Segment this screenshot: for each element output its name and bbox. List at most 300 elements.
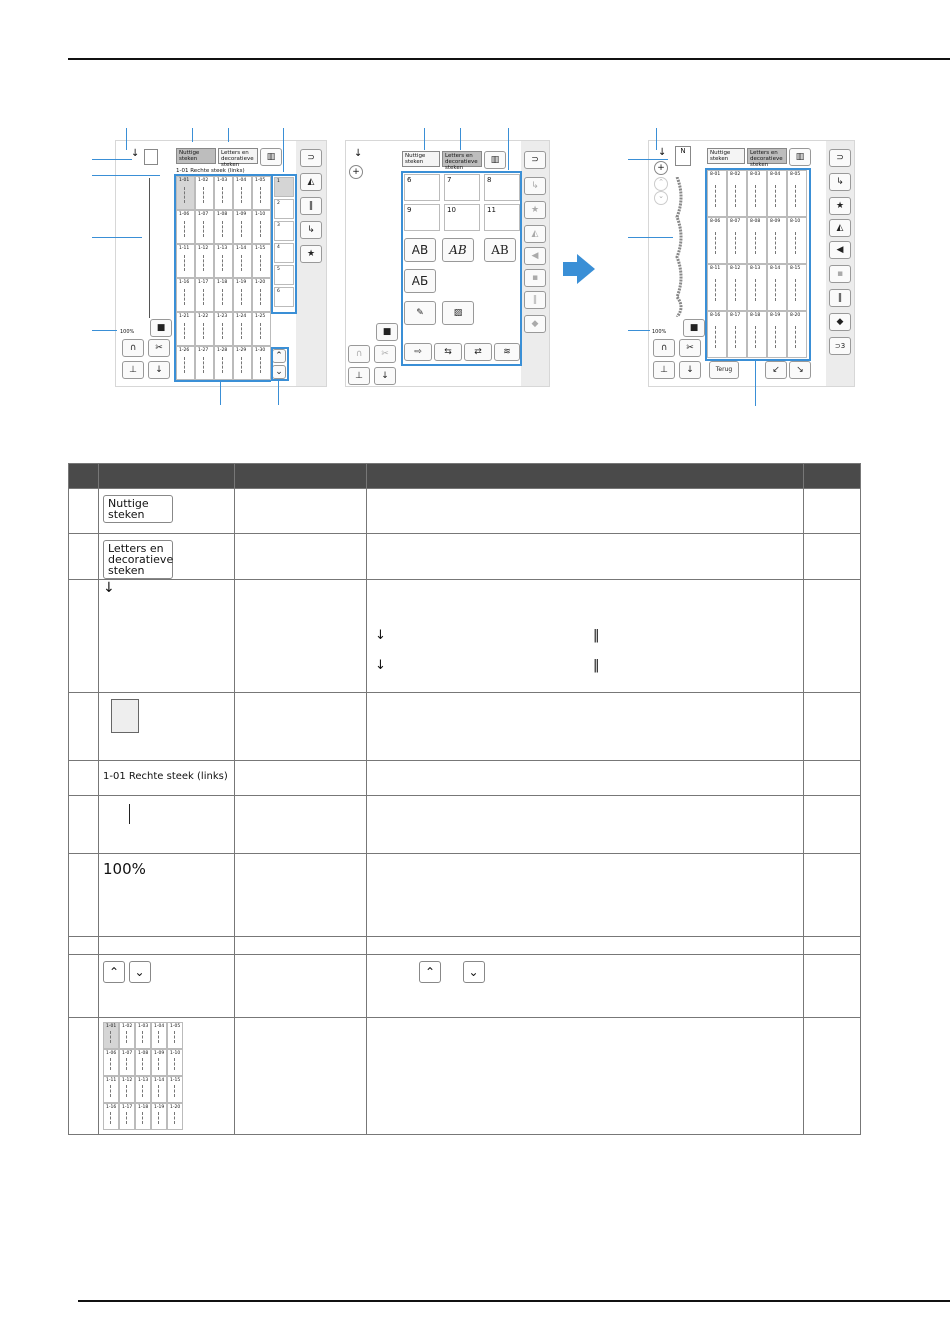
stitch-glyph — [715, 185, 718, 208]
back-button[interactable]: Terug — [709, 361, 739, 379]
tab-utility-stitches-2[interactable]: Nuttige steken — [402, 151, 440, 167]
stitch-cell[interactable] — [103, 1022, 119, 1049]
side-button-2-3[interactable]: ★ — [524, 201, 546, 219]
side-button-2-5[interactable]: ◀ — [524, 247, 546, 265]
stitch-glyph — [222, 255, 225, 271]
import-icon[interactable]: ⇨ — [404, 343, 432, 361]
arrow-sw-icon[interactable]: ↙ — [765, 361, 787, 379]
stitch-cell-label: 1-02 — [122, 1024, 133, 1029]
stitch-cell[interactable] — [176, 312, 195, 346]
stitch-cell-label: 1-18 — [217, 280, 228, 285]
single-needle-icon-b: ↓ — [375, 658, 386, 673]
category-button[interactable] — [274, 221, 294, 241]
stitch-cell-label: 1-13 — [217, 246, 228, 251]
stop-icon-3[interactable]: ■ — [683, 319, 705, 337]
stitch-glyph — [203, 255, 206, 271]
foot-down-icon[interactable]: ⊥ — [122, 361, 144, 379]
needle-icon-2: ↓ — [354, 148, 363, 159]
stitch-cell[interactable] — [252, 346, 271, 380]
stitch-cell[interactable] — [195, 210, 214, 244]
stitch-glyph — [184, 289, 187, 305]
side-button-2[interactable]: ◭ — [300, 173, 322, 191]
tab-decorative-stitches-3[interactable]: Letters en decoratieve steken — [747, 148, 787, 164]
table-row — [69, 955, 861, 1018]
table-row — [69, 937, 861, 955]
stitch-cell[interactable] — [135, 1103, 151, 1130]
category-number: 6 — [407, 176, 412, 184]
stitch-glyph — [775, 326, 778, 349]
font-button-2[interactable]: AB — [442, 238, 474, 262]
side-button-2-4[interactable]: ◭ — [524, 225, 546, 243]
stitch-glyph — [142, 1058, 145, 1071]
stitch-glyph — [260, 187, 263, 203]
stitch-cell-label: 8-14 — [770, 266, 781, 271]
category-button[interactable] — [274, 287, 294, 307]
up-arrow-inline: ⌃ — [419, 961, 441, 983]
category-number: 1 — [277, 179, 280, 184]
stitch-cell-label: 8-10 — [790, 219, 801, 224]
stitch-glyph — [241, 357, 244, 373]
stitch-cell[interactable] — [787, 170, 807, 217]
stitch-cell[interactable] — [214, 312, 233, 346]
stitch-cell[interactable] — [767, 264, 787, 311]
reverse-icon-2[interactable]: ∩ — [348, 345, 370, 363]
stitch-cell[interactable] — [707, 217, 727, 264]
edit-button-2[interactable]: ▨ — [442, 301, 474, 325]
utility-stitches-key: Nuttige steken — [103, 495, 173, 523]
stitch-cell-label: 1-14 — [154, 1078, 165, 1083]
stitch-cell[interactable] — [707, 170, 727, 217]
stitch-name-label: 1-01 Rechte steek (links) — [176, 168, 245, 174]
stitch-glyph — [755, 185, 758, 208]
tab-utility-stitches-3[interactable]: Nuttige steken — [707, 148, 745, 164]
side-button-3-9[interactable]: ⊃3 — [829, 337, 851, 355]
needle-icon-table: ↓ — [103, 580, 115, 596]
stitch-cell-label: 1-28 — [217, 348, 228, 353]
screen-decorative-stitches — [648, 140, 855, 387]
usb-icon[interactable]: ⇆ — [434, 343, 462, 361]
stitch-cell-label: 1-05 — [255, 178, 266, 183]
stitch-cell-label: 1-29 — [236, 348, 247, 353]
twin-needle-icon-a: ‖ — [593, 628, 600, 643]
side-button-3-1[interactable]: ⊃ — [829, 149, 851, 167]
stitch-cell-label: 8-11 — [710, 266, 721, 271]
stitch-cell-label: 1-20 — [255, 280, 266, 285]
stitch-glyph — [735, 232, 738, 255]
stitch-cell-label: 1-04 — [236, 178, 247, 183]
side-button-2-8[interactable]: ◆ — [524, 315, 546, 333]
stitch-glyph — [715, 326, 718, 349]
side-button-2-7[interactable]: ‖ — [524, 291, 546, 309]
stitch-cell[interactable] — [747, 217, 767, 264]
stitch-cell-label: 1-14 — [236, 246, 247, 251]
up-icon-3[interactable]: ⌃ — [654, 177, 668, 191]
stitch-glyph — [241, 221, 244, 237]
stitch-glyph — [735, 185, 738, 208]
stitch-cell[interactable] — [252, 176, 271, 210]
stitch-cell[interactable] — [747, 264, 767, 311]
stitch-cell[interactable] — [119, 1103, 135, 1130]
plus-icon[interactable]: + — [349, 165, 363, 179]
top-rule — [68, 58, 950, 60]
stitch-glyph — [184, 323, 187, 339]
stitch-glyph — [775, 279, 778, 302]
side-button-4[interactable]: ↳ — [300, 221, 322, 239]
stitch-cell[interactable] — [233, 346, 252, 380]
stitch-cell-label: 1-11 — [179, 246, 190, 251]
table-row — [69, 761, 861, 796]
stitch-cell[interactable] — [119, 1022, 135, 1049]
stitch-cell-label: 1-15 — [255, 246, 266, 251]
stitch-glyph — [203, 357, 206, 373]
stitch-cell-label: 1-01 — [179, 178, 190, 183]
table-row — [69, 580, 861, 693]
stitch-glyph — [142, 1112, 145, 1125]
scroll-up-icon[interactable]: ⌃ — [272, 349, 286, 363]
stitch-cell[interactable] — [787, 264, 807, 311]
up-arrow-key: ⌃ — [103, 961, 125, 983]
stitch-cell[interactable] — [103, 1103, 119, 1130]
decorative-category-button[interactable] — [484, 204, 520, 231]
stitch-glyph — [715, 232, 718, 255]
stitch-glyph — [110, 1112, 113, 1125]
side-button-3-7[interactable]: ‖ — [829, 289, 851, 307]
stitch-cell-label: 1-07 — [198, 212, 209, 217]
stitch-cell-label: 1-23 — [217, 314, 228, 319]
stitch-cell-label: 1-05 — [170, 1024, 181, 1029]
stitch-glyph — [260, 357, 263, 373]
side-label: 3 — [840, 342, 846, 350]
book-icon-3[interactable]: ▥ — [789, 148, 811, 166]
stitch-cell[interactable] — [233, 312, 252, 346]
stitch-cell-label: 8-16 — [710, 313, 721, 318]
category-button[interactable] — [274, 199, 294, 219]
side-button-3-4[interactable]: ◭ — [829, 219, 851, 237]
stitch-cell[interactable] — [176, 244, 195, 278]
stitch-glyph — [241, 187, 244, 203]
font-button-1[interactable]: AB — [404, 238, 436, 262]
stitch-glyph — [795, 232, 798, 255]
table-row — [69, 693, 861, 761]
stitch-cell-label: 1-12 — [122, 1078, 133, 1083]
stitch-glyph — [260, 289, 263, 305]
stitch-cell[interactable] — [176, 346, 195, 380]
stitch-cell-label: 1-25 — [255, 314, 266, 319]
stitch-cell[interactable] — [103, 1076, 119, 1103]
foot-down-icon-3[interactable]: ⊥ — [653, 361, 675, 379]
stop-icon[interactable]: ■ — [150, 319, 172, 337]
stitch-preview — [673, 177, 687, 317]
stitch-cell-label: 1-13 — [138, 1078, 149, 1083]
stop-icon-2[interactable]: ■ — [376, 323, 398, 341]
decorative-category-button[interactable] — [404, 174, 440, 201]
tab-decorative-stitches-2[interactable]: Letters en decoratieve steken — [442, 151, 482, 167]
reverse-icon[interactable]: ∩ — [122, 339, 144, 357]
stitch-cell[interactable] — [233, 176, 252, 210]
side-button-5[interactable]: ★ — [300, 245, 322, 263]
table-row — [69, 854, 861, 937]
category-button[interactable] — [274, 243, 294, 263]
vertical-guide — [149, 178, 150, 318]
stitch-glyph — [184, 187, 187, 203]
stitch-cell[interactable] — [151, 1022, 167, 1049]
stitch-glyph — [260, 255, 263, 271]
stitch-glyph — [260, 323, 263, 339]
stitch-cell-label: 1-24 — [236, 314, 247, 319]
stitch-cell[interactable] — [195, 278, 214, 312]
stitch-cell[interactable] — [252, 244, 271, 278]
stitch-cell[interactable] — [233, 244, 252, 278]
stitch-glyph — [126, 1112, 129, 1125]
category-button[interactable] — [274, 177, 294, 197]
stitch-glyph — [241, 255, 244, 271]
stitch-cell[interactable] — [167, 1076, 183, 1103]
stitch-cell[interactable] — [135, 1076, 151, 1103]
stitch-cell[interactable] — [727, 217, 747, 264]
side-button-3-5[interactable]: ◀ — [829, 241, 851, 259]
stitch-glyph — [795, 279, 798, 302]
stitch-glyph — [755, 279, 758, 302]
decorative-category-button[interactable] — [404, 204, 440, 231]
stitch-glyph — [126, 1085, 129, 1098]
stitch-cell-label: 8-15 — [790, 266, 801, 271]
stitch-glyph — [203, 323, 206, 339]
stitch-cell[interactable] — [252, 312, 271, 346]
twin-needle-icon-b: ‖ — [593, 658, 600, 673]
stitch-cell-label: 1-17 — [198, 280, 209, 285]
decorative-category-button[interactable] — [484, 174, 520, 201]
stitch-glyph — [203, 221, 206, 237]
stitch-cell[interactable] — [195, 346, 214, 380]
stitch-cell[interactable] — [707, 264, 727, 311]
stitch-cell-label: 8-18 — [750, 313, 761, 318]
book-icon[interactable]: ▥ — [260, 148, 282, 166]
stitch-cell-label: 1-27 — [198, 348, 209, 353]
needle-icon: ↓ — [131, 148, 140, 159]
stitch-glyph — [174, 1085, 177, 1098]
book-icon-2[interactable]: ▥ — [484, 151, 506, 169]
stitch-cell[interactable] — [747, 170, 767, 217]
stitch-cell[interactable] — [151, 1076, 167, 1103]
stitch-cell[interactable] — [233, 278, 252, 312]
scissors-icon-3[interactable]: ✂ — [679, 339, 701, 357]
stitch-cell-label: 1-15 — [170, 1078, 181, 1083]
scissors-icon[interactable]: ✂ — [148, 339, 170, 357]
stitch-cell[interactable] — [767, 311, 787, 358]
side-button-3-8[interactable]: ◆ — [829, 313, 851, 331]
stitch-cell-label: 1-09 — [236, 212, 247, 217]
stitch-cell-label: 1-21 — [179, 314, 190, 319]
category-number: 8 — [487, 176, 492, 184]
stitch-cell-label: 1-18 — [138, 1105, 149, 1110]
stitch-glyph — [241, 323, 244, 339]
stitch-glyph — [174, 1058, 177, 1071]
needle-pos-icon[interactable]: ↓ — [148, 361, 170, 379]
scroll-down-icon[interactable]: ⌄ — [272, 365, 286, 379]
stitch-cell-label: 8-06 — [710, 219, 721, 224]
stitch-cell[interactable] — [767, 170, 787, 217]
down-icon-3[interactable]: ⌄ — [654, 191, 668, 205]
stitch-glyph — [142, 1085, 145, 1098]
stitch-cell[interactable] — [195, 176, 214, 210]
stitch-cell[interactable] — [176, 278, 195, 312]
stitch-cell[interactable] — [252, 210, 271, 244]
stitch-cell[interactable] — [167, 1103, 183, 1130]
table-row — [69, 796, 861, 854]
stitch-cell-label: 1-08 — [217, 212, 228, 217]
stitch-cell[interactable] — [167, 1022, 183, 1049]
presser-foot-icon — [144, 149, 158, 165]
stitch-cell[interactable] — [119, 1076, 135, 1103]
stitch-glyph — [126, 1031, 129, 1044]
stitch-cell-label: 8-13 — [750, 266, 761, 271]
stitch-cell-label: 1-11 — [106, 1078, 117, 1083]
stitch-cell-label: 1-16 — [179, 280, 190, 285]
stitch-glyph — [735, 326, 738, 349]
stitch-glyph — [158, 1031, 161, 1044]
stitch-cell[interactable] — [727, 264, 747, 311]
stitch-glyph — [260, 221, 263, 237]
stitch-cell[interactable] — [727, 311, 747, 358]
tab-utility-stitches[interactable]: Nuttige steken — [176, 148, 216, 164]
side-button-2-6[interactable]: ▪ — [524, 269, 546, 287]
side-button-1[interactable]: ⊃ — [300, 149, 322, 167]
stitch-glyph — [735, 279, 738, 302]
vertical-line-key — [129, 804, 130, 824]
needle-icon-3: ↓ — [658, 147, 667, 158]
side-button-3-6[interactable]: ▪ — [829, 265, 851, 283]
stitch-cell-label: 8-12 — [730, 266, 741, 271]
stitch-cell[interactable] — [767, 217, 787, 264]
stitch-cell[interactable] — [214, 176, 233, 210]
stitch-cell[interactable] — [135, 1022, 151, 1049]
tab-decorative-stitches[interactable]: Letters en decoratieve steken — [218, 148, 258, 164]
stitch-cell-label: 1-16 — [106, 1105, 117, 1110]
font-button-3[interactable]: AB — [484, 238, 516, 262]
stitch-cell[interactable] — [252, 278, 271, 312]
stitch-cell[interactable] — [167, 1049, 183, 1076]
edit-button-1[interactable]: ✎ — [404, 301, 436, 325]
stitch-cell-label: 8-17 — [730, 313, 741, 318]
plus-icon-3[interactable]: + — [654, 161, 668, 175]
needle-pos-icon-2[interactable]: ↓ — [374, 367, 396, 385]
down-arrow-inline: ⌄ — [463, 961, 485, 983]
stitch-cell-label: 8-20 — [790, 313, 801, 318]
stitch-cell[interactable] — [727, 170, 747, 217]
usb-mouse-icon[interactable]: ⇄ — [464, 343, 492, 361]
stitch-cell[interactable] — [176, 176, 195, 210]
stitch-glyph — [795, 185, 798, 208]
wifi-icon[interactable]: ≋ — [494, 343, 520, 361]
decorative-category-button[interactable] — [444, 174, 480, 201]
stitch-cell-label: 1-09 — [154, 1051, 165, 1056]
stitch-glyph — [203, 289, 206, 305]
stitch-cell-label: 1-03 — [138, 1024, 149, 1029]
stitch-cell[interactable] — [195, 312, 214, 346]
stitch-cell[interactable] — [747, 311, 767, 358]
stitch-glyph — [184, 255, 187, 271]
stitch-cell-label: 1-03 — [217, 178, 228, 183]
side-button-2-1[interactable]: ⊃ — [524, 151, 546, 169]
stitch-cell[interactable] — [151, 1049, 167, 1076]
stitch-cell[interactable] — [233, 210, 252, 244]
stitch-cell-label: 1-04 — [154, 1024, 165, 1029]
category-number: 4 — [277, 245, 280, 250]
category-number: 11 — [487, 206, 496, 214]
font-button-4[interactable]: AБ — [404, 269, 436, 293]
stitch-cell[interactable] — [707, 311, 727, 358]
stitch-glyph — [126, 1058, 129, 1071]
stitch-cell-label: 1-06 — [179, 212, 190, 217]
stitch-cell-label: 1-01 — [106, 1024, 117, 1029]
stitch-glyph — [715, 279, 718, 302]
stitch-cell[interactable] — [214, 278, 233, 312]
stitch-cell-label: 1-17 — [122, 1105, 133, 1110]
stitch-cell-label: 1-19 — [154, 1105, 165, 1110]
stitch-cell[interactable] — [135, 1049, 151, 1076]
stitch-cell-label: 1-06 — [106, 1051, 117, 1056]
stitch-cell[interactable] — [103, 1049, 119, 1076]
category-number: 5 — [277, 267, 280, 272]
stitch-cell-label: 1-07 — [122, 1051, 133, 1056]
stitch-glyph — [158, 1112, 161, 1125]
arrow-right-icon — [563, 254, 595, 284]
stitch-glyph — [110, 1031, 113, 1044]
stitch-cell-label: 8-04 — [770, 172, 781, 177]
stitch-cell-label: 1-10 — [170, 1051, 181, 1056]
side-button-3[interactable]: ‖ — [300, 197, 322, 215]
decorative-category-button[interactable] — [444, 204, 480, 231]
stitch-cell-label: 1-26 — [179, 348, 190, 353]
stitch-cell[interactable] — [214, 346, 233, 380]
stitch-glyph — [775, 185, 778, 208]
table-row — [69, 1018, 861, 1135]
stitch-glyph — [222, 187, 225, 203]
single-needle-icon-a: ↓ — [375, 628, 386, 643]
screen-decorative-categories — [345, 140, 550, 387]
side-button-3-3[interactable]: ★ — [829, 197, 851, 215]
stitch-cell[interactable] — [214, 210, 233, 244]
side-button-2-2[interactable]: ↳ — [524, 177, 546, 195]
stitch-cell[interactable] — [119, 1049, 135, 1076]
stitch-cell[interactable] — [787, 311, 807, 358]
foot-down-icon-2[interactable]: ⊥ — [348, 367, 370, 385]
arrow-se-icon[interactable]: ↘ — [789, 361, 811, 379]
stitch-cell[interactable] — [787, 217, 807, 264]
side-button-3-2[interactable]: ↳ — [829, 173, 851, 191]
scissors-icon-2[interactable]: ✂ — [374, 345, 396, 363]
needle-pos-icon-3[interactable]: ↓ — [679, 361, 701, 379]
category-button[interactable] — [274, 265, 294, 285]
stitch-cell[interactable] — [195, 244, 214, 278]
stitch-cell-label: 1-19 — [236, 280, 247, 285]
category-number: 10 — [447, 206, 456, 214]
stitch-glyph — [142, 1031, 145, 1044]
stitch-cell-label: 1-10 — [255, 212, 266, 217]
stitch-glyph — [222, 221, 225, 237]
decorative-stitches-key: Letters en decoratieve steken — [103, 540, 173, 579]
stitch-glyph — [110, 1085, 113, 1098]
stitch-cell[interactable] — [214, 244, 233, 278]
stitch-cell[interactable] — [151, 1103, 167, 1130]
reverse-icon-3[interactable]: ∩ — [653, 339, 675, 357]
presser-foot-j-icon — [111, 699, 139, 733]
screen-utility-stitches — [115, 140, 327, 387]
stitch-cell-label: 1-20 — [170, 1105, 181, 1110]
stitch-name-key: 1-01 Rechte steek (links) — [103, 771, 228, 782]
description-table — [68, 463, 861, 1135]
stitch-cell[interactable] — [176, 210, 195, 244]
